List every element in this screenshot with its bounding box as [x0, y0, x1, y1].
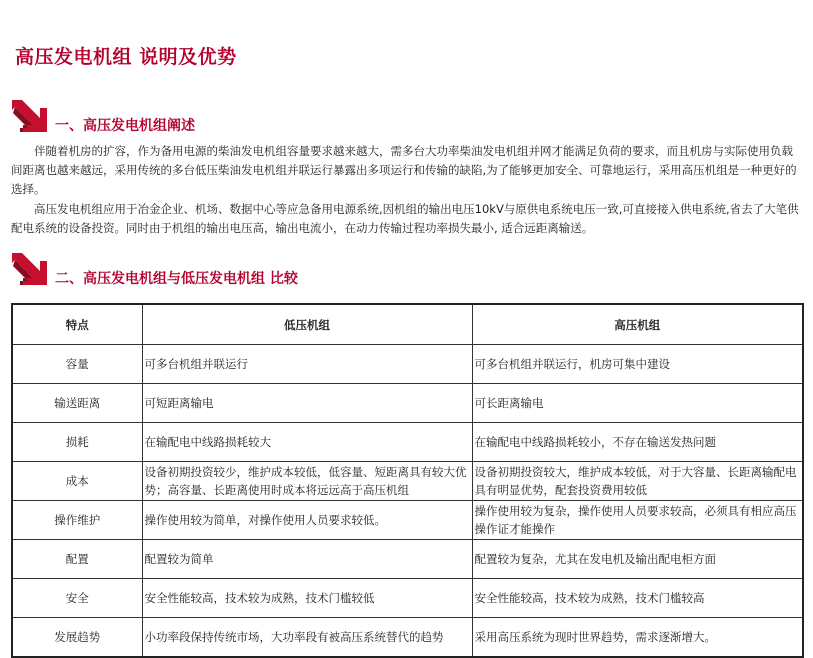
- high-voltage-cell: 操作使用较为复杂，操作使用人员要求较高，必须具有相应高压操作证才能操作: [472, 501, 803, 540]
- feature-cell: 发展趋势: [12, 618, 142, 658]
- feature-cell: 容量: [12, 345, 142, 384]
- feature-cell: 成本: [12, 462, 142, 501]
- high-voltage-cell: 设备初期投资较大，维护成本较低，对于大容量、长距离输配电具有明显优势，配套投资费用较低: [472, 462, 803, 501]
- feature-cell: 安全: [12, 579, 142, 618]
- header-feature: 特点: [12, 304, 142, 345]
- low-voltage-cell: 小功率段保持传统市场，大功率段有被高压系统替代的趋势: [142, 618, 472, 658]
- high-voltage-cell: 采用高压系统为现时世界趋势，需求逐渐增大。: [472, 618, 803, 658]
- intro-paragraph-1: 伴随着机房的扩容，作为备用电源的柴油发电机组容量要求越来越大，需多台大功率柴油发电机组并网才能满足负荷的要求，而且机房与实际使用负载间距离也越来越远，采用传统的多台低压柴油发电机组并联运行暴露出多项运行和传输的缺陷,为了能够更加安全、可靠地运行，采用高压机组是一种更好的选择。: [11, 144, 797, 196]
- table-row: [12, 423, 803, 462]
- low-voltage-cell: 可多台机组并联运行: [142, 345, 472, 384]
- high-voltage-cell: 在输配电中线路损耗较小，不存在输送发热问题: [472, 423, 803, 462]
- low-voltage-cell: 操作使用较为简单，对操作使用人员要求较低。: [142, 501, 472, 540]
- table-row: [12, 501, 803, 540]
- feature-cell: 输送距离: [12, 384, 142, 423]
- table-row: [12, 618, 803, 658]
- red-arrow-icon: [10, 98, 48, 134]
- feature-cell: 损耗: [12, 423, 142, 462]
- table-row: [12, 540, 803, 579]
- high-voltage-cell: 可多台机组并联运行，机房可集中建设: [472, 345, 803, 384]
- header-low-voltage: 低压机组: [142, 304, 472, 345]
- table-row: [12, 384, 803, 423]
- table-header-row: [12, 304, 803, 345]
- low-voltage-cell: 在输配电中线路损耗较大: [142, 423, 472, 462]
- table-row: [12, 462, 803, 501]
- red-arrow-icon: [10, 251, 48, 287]
- header-high-voltage: 高压机组: [472, 304, 803, 345]
- page-title: 高压发电机组 说明及优势: [15, 46, 237, 68]
- feature-cell: 配置: [12, 540, 142, 579]
- section-heading-1-text: 一、高压发电机组阐述: [55, 118, 195, 134]
- high-voltage-cell: 配置较为复杂，尤其在发电机及输出配电柜方面: [472, 540, 803, 579]
- low-voltage-cell: 安全性能较高，技术较为成熟，技术门槛较低: [142, 579, 472, 618]
- high-voltage-cell: 安全性能较高，技术较为成熟，技术门槛较高: [472, 579, 803, 618]
- feature-cell: 操作维护: [12, 501, 142, 540]
- high-voltage-cell: 可长距离输电: [472, 384, 803, 423]
- low-voltage-cell: 可短距离输电: [142, 384, 472, 423]
- low-voltage-cell: 设备初期投资较少，维护成本较低，低容量、短距离具有较大优势；高容量、长距离使用时成本将远远高于高压机组: [142, 462, 472, 501]
- section-heading-2-text: 二、高压发电机组与低压发电机组 比较: [55, 271, 298, 287]
- low-voltage-cell: 配置较为简单: [142, 540, 472, 579]
- comparison-table: [11, 303, 804, 658]
- intro-paragraph-2: 高压发电机组应用于冶金企业、机场、数据中心等应急备用电源系统,因机组的输出电压10kV与原供电系统电压一致,可直接接入供电系统,省去了大笔供配电系统的设备投资。同时由于机组的输出电压高，输出电流小，在动力传输过程功率损失最小, 适合远距离输送。: [11, 202, 799, 235]
- table-row: [12, 345, 803, 384]
- table-row: [12, 579, 803, 618]
